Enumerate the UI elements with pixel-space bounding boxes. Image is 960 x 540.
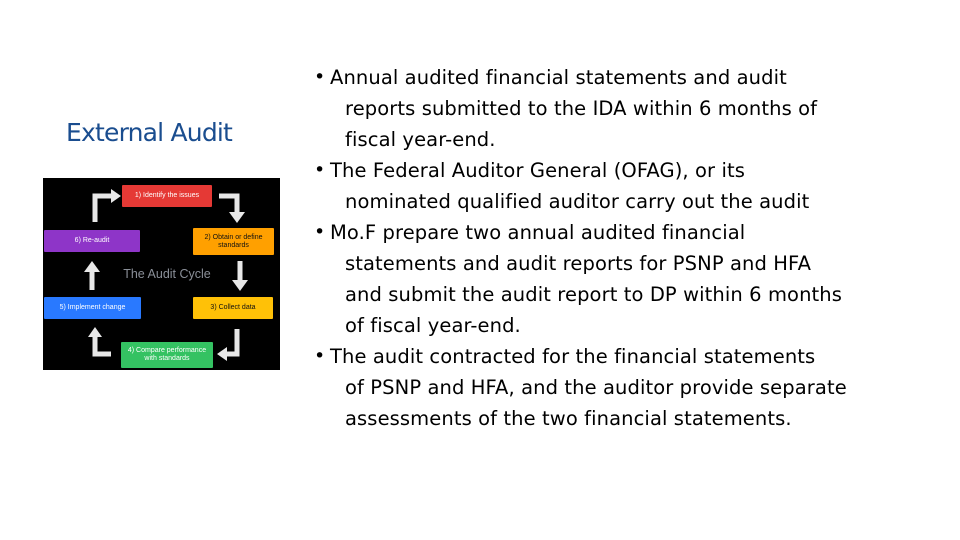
bullet-4-line-3: assessments of the two financial statements. [345, 407, 792, 430]
step-4-label-line1: 4) Compare performance [127, 347, 207, 354]
bullet-3-line-3: and submit the audit report to DP within 6 months [345, 283, 842, 306]
step-identify-issues [122, 185, 212, 207]
bullet-3-line-4: of fiscal year-end. [345, 314, 521, 337]
bullet-dot: • [314, 66, 326, 88]
arrowhead-2-to-3 [232, 280, 248, 291]
bullet-item-federal-auditor [314, 155, 934, 217]
arrow-1-to-2 [219, 196, 237, 214]
step-obtain-standards [193, 228, 274, 255]
bullet-dot: • [314, 221, 326, 243]
step-4-label-line2: with standards [144, 355, 190, 362]
bullet-item-annual-statements [314, 62, 934, 155]
bullet-4-line-2: of PSNP and HFA, and the auditor provide separate [345, 376, 847, 399]
cycle-center-label: The Audit Cycle [123, 267, 211, 281]
step-implement-change [44, 297, 141, 319]
bullet-item-audit-contracted [314, 341, 934, 434]
bullet-1-line-1: Annual audited financial statements and audit [330, 66, 787, 89]
arrowhead-6-to-1 [111, 189, 121, 203]
arrowhead-3-to-4 [217, 347, 227, 361]
arrowhead-1-to-2 [229, 212, 245, 223]
bullet-dot: • [314, 159, 326, 181]
arrow-4-to-5 [95, 335, 111, 354]
audit-cycle-diagram [43, 178, 280, 370]
arrow-6-to-1 [95, 196, 113, 222]
step-5-label: 5) Implement change [59, 304, 126, 311]
bullet-list [314, 62, 934, 434]
step-compare-performance [121, 342, 213, 368]
step-3-label: 3) Collect data [210, 304, 256, 311]
step-6-label: 6) Re-audit [74, 237, 110, 244]
step-re-audit [44, 230, 140, 252]
arrowhead-5-to-6 [84, 261, 100, 272]
bullet-dot: • [314, 345, 326, 367]
bullet-2-line-1: The Federal Auditor General (OFAG), or its [330, 159, 745, 182]
slide-title: External Audit [66, 118, 233, 147]
bullet-4-line-1: The audit contracted for the financial statements [330, 345, 816, 368]
bullet-2-line-2: nominated qualified auditor carry out the audit [345, 190, 810, 213]
bullet-1-line-2: reports submitted to the IDA within 6 months of [345, 97, 818, 120]
bullet-3-line-2: statements and audit reports for PSNP and HFA [345, 252, 812, 275]
step-1-label: 1) Identify the issues [134, 192, 200, 199]
bullet-3-line-1: Mo.F prepare two annual audited financial [330, 221, 746, 244]
bullet-1-line-3: fiscal year-end. [345, 128, 496, 151]
bullet-item-mof-prepare [314, 217, 934, 341]
arrowhead-4-to-5 [88, 327, 102, 337]
step-2-label-line1: 2) Obtain or define [204, 233, 263, 241]
step-collect-data [193, 297, 273, 319]
step-2-label-line2: standards [218, 241, 249, 249]
